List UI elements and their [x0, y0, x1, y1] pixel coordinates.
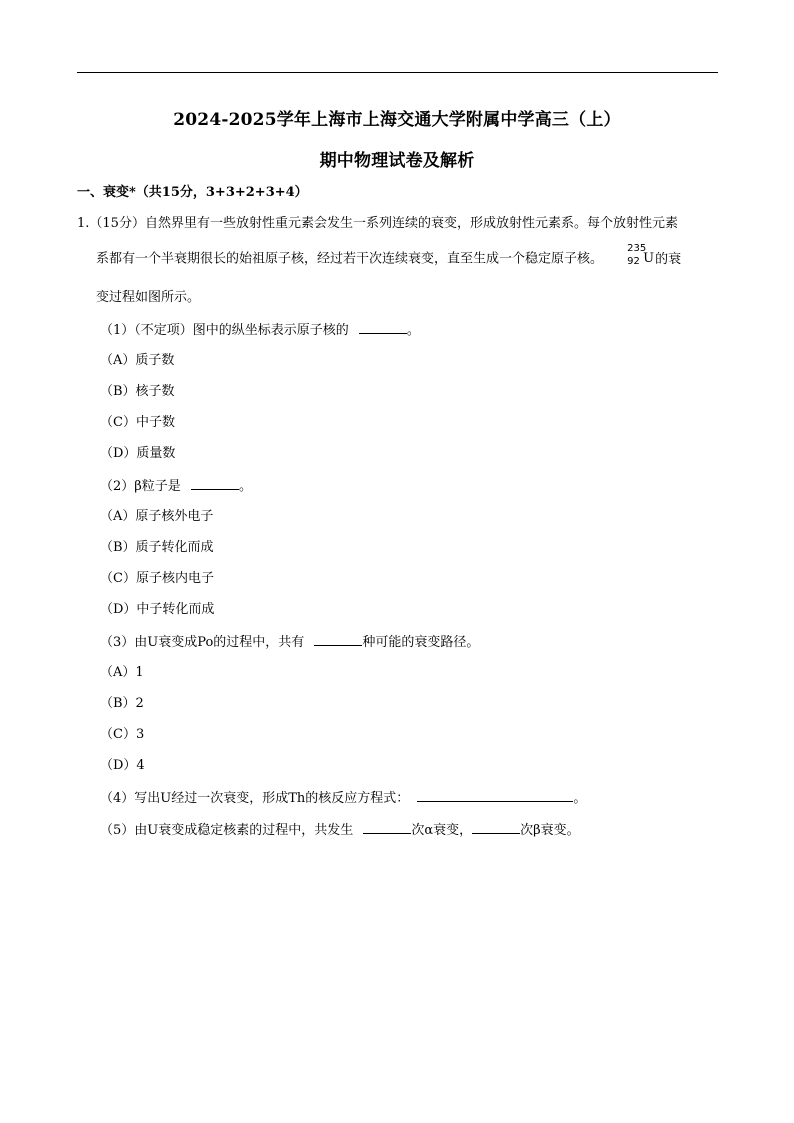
q2-stem-text: （2）β粒子是 — [100, 479, 181, 494]
q1-stem-text: （1）（不定项）图中的纵坐标表示原子核的 — [100, 323, 349, 338]
q2-stem — [100, 477, 252, 496]
q3-option-d: （D）4 — [100, 758, 145, 773]
q2-option-c: （C）原子核内电子 — [100, 571, 214, 586]
question-intro-tail: 的衰 — [655, 251, 682, 267]
q5-stem-text: （5）由U衰变成稳定核素的过程中，共发生 — [100, 823, 354, 838]
q3-answer-blank[interactable] — [314, 633, 362, 646]
q4-stem-text: （4）写出U经过一次衰变，形成Th的核反应方程式： — [100, 791, 410, 806]
page-title: 2024-2025学年上海市上海交通大学附属中学高三（上） — [173, 110, 621, 130]
q5-stem-mid: 次α衰变， — [411, 823, 473, 838]
section-heading: 一、衰变*（共15分，3+3+2+3+4） — [77, 185, 308, 200]
q3-stem-tail: 种可能的衰变路径。 — [362, 635, 480, 650]
q5-beta-blank[interactable] — [472, 821, 520, 834]
nuclide-notation — [627, 243, 655, 268]
q4-answer-blank[interactable] — [417, 789, 573, 802]
q2-option-a: （A）原子核外电子 — [100, 509, 214, 524]
q3-option-c: （C）3 — [100, 727, 145, 742]
question-intro-line-1: 1.（15分）自然界里有一些放射性重元素会发生一系列连续的衰变，形成放射性元素系。每个放射性元素 — [77, 216, 678, 231]
question-intro-line-3: 变过程如图所示。 — [96, 290, 201, 305]
q1-option-b: （B）核子数 — [100, 384, 175, 399]
q3-option-a: （A）1 — [100, 665, 144, 680]
q3-stem-text: （3）由U衰变成Po的过程中，共有 — [100, 635, 305, 650]
q2-answer-blank[interactable] — [191, 477, 239, 490]
q1-period: 。 — [406, 323, 420, 338]
question-intro-line-2 — [96, 243, 682, 269]
q2-option-b: （B）质子转化而成 — [100, 540, 214, 555]
q1-stem — [100, 321, 420, 340]
q3-stem — [100, 633, 479, 652]
top-rule — [77, 72, 718, 73]
q5-stem — [100, 821, 580, 840]
q4-period: 。 — [573, 791, 587, 806]
nuclide-atomic-number: 92 — [627, 256, 640, 267]
q1-option-c: （C）中子数 — [100, 415, 175, 430]
q2-period: 。 — [238, 479, 252, 494]
q3-option-b: （B）2 — [100, 696, 144, 711]
nuclide-symbol: U — [643, 251, 655, 266]
page-subtitle: 期中物理试卷及解析 — [319, 151, 475, 171]
q5-alpha-blank[interactable] — [363, 821, 411, 834]
question-intro-text: 系都有一个半衰期很长的始祖原子核，经过若干次连续衰变，直至生成一个稳定原子核。 — [96, 251, 604, 267]
q5-stem-tail: 次β衰变。 — [520, 823, 580, 838]
nuclide-mass: 235 — [627, 243, 647, 254]
q1-option-a: （A）质子数 — [100, 353, 175, 368]
q1-option-d: （D）质量数 — [100, 446, 176, 461]
q1-answer-blank[interactable] — [359, 321, 407, 334]
q2-option-d: （D）中子转化而成 — [100, 602, 215, 617]
q4-stem — [100, 789, 586, 808]
